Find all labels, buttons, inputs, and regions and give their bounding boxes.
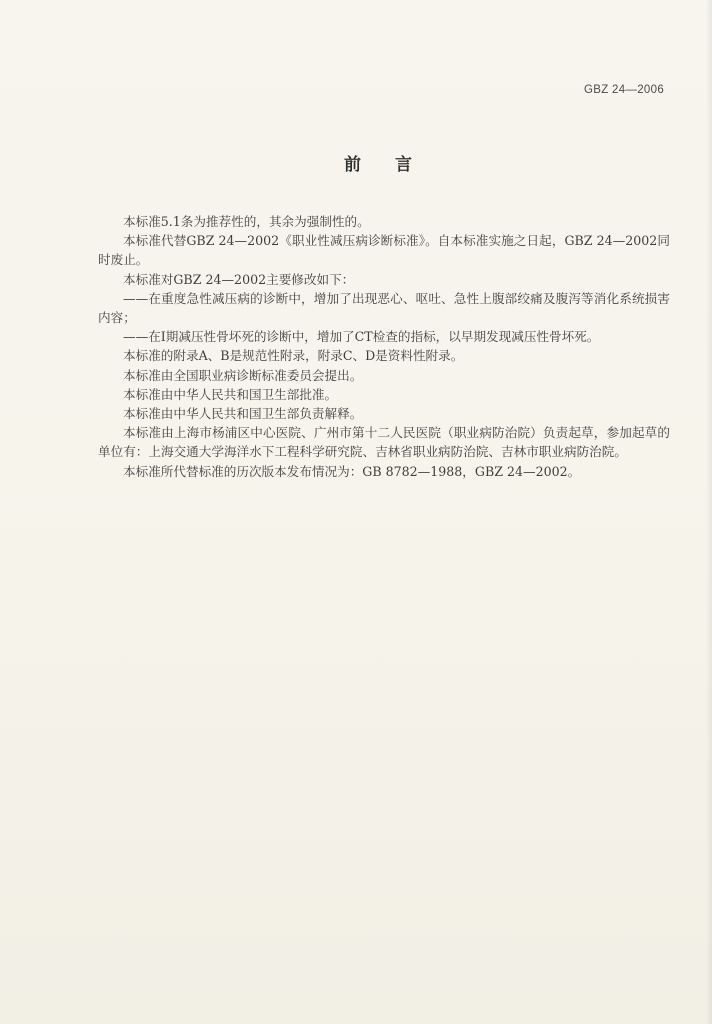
- paragraph-interpreted-by: 本标准由中华人民共和国卫生部负责解释。: [123, 406, 363, 422]
- paragraph-drafted-by: 本标准由上海市杨浦区中心医院、广州市第十二人民医院（职业病防治院）负责起草，参加起草的单位有：上海交通大学海洋水下工程科学研究院、吉林省职业病防治院、吉林市职业病防治院。: [98, 425, 670, 460]
- paragraph-proposed-by: 本标准由全国职业病诊断标准委员会提出。: [123, 367, 363, 383]
- foreword-body: [98, 212, 670, 481]
- paragraph-main-changes: 本标准对GBZ 24—2002主要修改如下：: [123, 271, 355, 287]
- paragraph-change-item-1: ——在重度急性减压病的诊断中，增加了出现恶心、呕吐、急性上腹部绞痛及腹泻等消化系统损害内容；: [98, 290, 670, 326]
- paragraph-replaces-standard: 本标准代替GBZ 24—2002《职业性减压病诊断标准》。自本标准实施之日起，GBZ 24—2002同时废止。: [98, 233, 670, 268]
- paragraph-recommended-clause: 本标准5.1条为推荐性的，其余为强制性的。: [123, 214, 370, 229]
- paragraph-approved-by: 本标准由中华人民共和国卫生部批准。: [123, 386, 338, 402]
- paragraph-change-item-2: ——在Ⅰ期减压性骨坏死的诊断中，增加了CT检查的指标，以早期发现减压性骨坏死。: [123, 329, 600, 345]
- page-edge-shadow: [706, 0, 712, 1024]
- page-title: 前言: [344, 155, 446, 175]
- paragraph-appendices: 本标准的附录A、B是规范性附录，附录C、D是资料性附录。: [123, 348, 464, 364]
- standard-code: GBZ 24—2006: [584, 84, 665, 96]
- paragraph-version-history: 本标准所代替标准的历次版本发布情况为：GB 8782—1988，GBZ 24—2002。: [123, 463, 581, 479]
